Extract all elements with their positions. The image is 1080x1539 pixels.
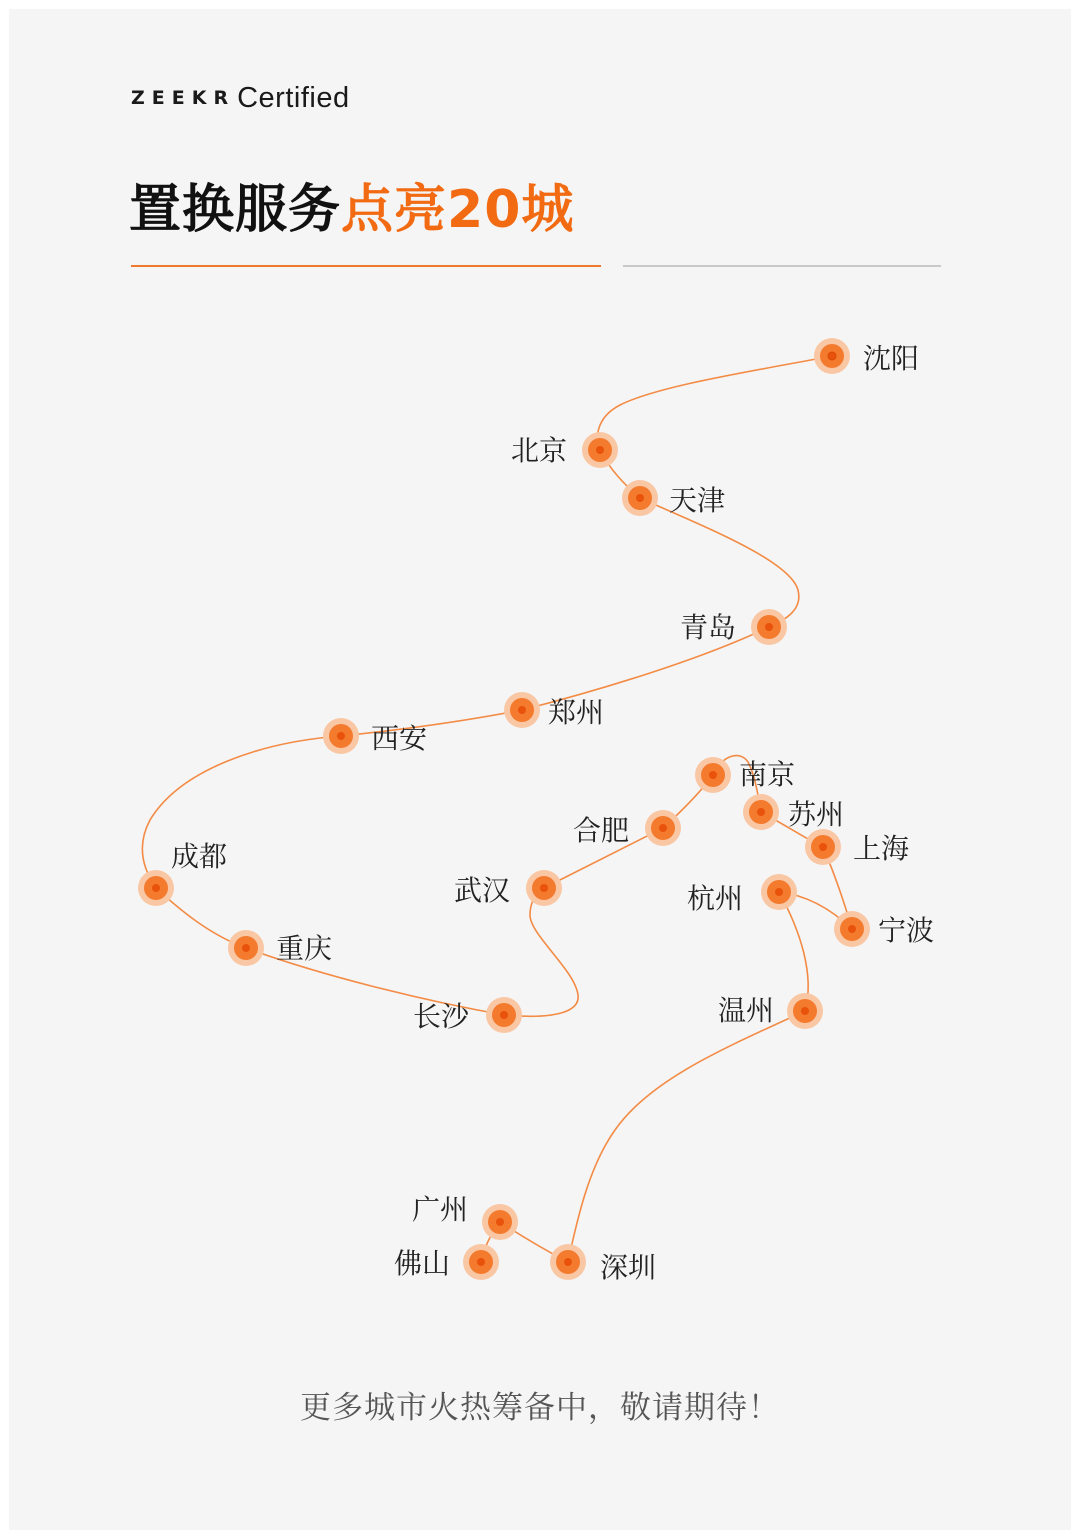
- city-label-shenyang: 沈阳: [863, 342, 920, 375]
- city-label-qingdao: 青岛: [680, 611, 737, 644]
- marker-core: [337, 732, 345, 740]
- city-label-chongqing: 重庆: [276, 932, 333, 965]
- city-label-xian: 西安: [371, 722, 428, 755]
- city-marker-zhengzhou: [504, 692, 540, 728]
- city-marker-foshan: [463, 1244, 499, 1280]
- city-label-foshan: 佛山: [394, 1247, 451, 1280]
- marker-core: [596, 446, 604, 454]
- marker-core: [242, 944, 250, 952]
- route-shenyang-beijing: [597, 356, 832, 450]
- city-marker-suzhou: [743, 794, 779, 830]
- footer-note: 更多城市火热筹备中，敬请期待！: [300, 1390, 780, 1426]
- city-label-shanghai: 上海: [853, 832, 910, 865]
- marker-core: [152, 884, 160, 892]
- marker-core: [659, 824, 667, 832]
- title-accent-part: 点亮20城: [341, 180, 575, 240]
- city-marker-xian: [323, 718, 359, 754]
- marker-core: [828, 352, 836, 360]
- route-zhengzhou-xian: [341, 710, 522, 736]
- marker-core: [848, 925, 856, 933]
- city-label-wuhan: 武汉: [454, 874, 511, 907]
- city-label-guangzhou: 广州: [412, 1193, 469, 1226]
- brand-mark: ZEEKR: [131, 87, 236, 109]
- city-marker-hefei: [645, 810, 681, 846]
- title-dark-part: 置换服务: [129, 180, 342, 240]
- marker-core: [775, 888, 783, 896]
- city-marker-changsha: [486, 997, 522, 1033]
- marker-core: [801, 1007, 809, 1015]
- city-marker-beijing: [582, 432, 618, 468]
- city-marker-shanghai: [805, 829, 841, 865]
- city-marker-qingdao: [751, 609, 787, 645]
- city-marker-guangzhou: [482, 1204, 518, 1240]
- city-marker-nanjing: [695, 757, 731, 793]
- route-wenzhou-shenzhen: [568, 1011, 805, 1262]
- marker-core: [757, 808, 765, 816]
- marker-core: [518, 706, 526, 714]
- brand-subtitle: Certified: [237, 81, 350, 114]
- city-label-zhengzhou: 郑州: [548, 696, 605, 729]
- city-marker-wenzhou: [787, 993, 823, 1029]
- city-markers: [138, 338, 870, 1280]
- city-marker-wuhan: [526, 870, 562, 906]
- city-marker-hangzhou: [761, 874, 797, 910]
- marker-core: [564, 1258, 572, 1266]
- city-marker-chongqing: [228, 930, 264, 966]
- city-marker-shenzhen: [550, 1244, 586, 1280]
- city-label-hefei: 合肥: [573, 814, 630, 847]
- marker-core: [819, 843, 827, 851]
- marker-core: [540, 884, 548, 892]
- city-marker-tianjin: [622, 480, 658, 516]
- city-marker-shenyang: [814, 338, 850, 374]
- city-label-hangzhou: 杭州: [687, 882, 744, 915]
- city-marker-chengdu: [138, 870, 174, 906]
- marker-core: [709, 771, 717, 779]
- marker-core: [765, 623, 773, 631]
- city-labels: [171, 342, 934, 1284]
- route-changsha-wuhan: [504, 888, 578, 1016]
- city-label-tianjin: 天津: [669, 484, 726, 517]
- marker-core: [500, 1011, 508, 1019]
- city-label-ningbo: 宁波: [878, 914, 935, 947]
- city-label-shenzhen: 深圳: [600, 1251, 657, 1284]
- city-label-chengdu: 成都: [171, 840, 228, 873]
- marker-core: [477, 1258, 485, 1266]
- city-label-beijing: 北京: [511, 434, 568, 467]
- city-marker-ningbo: [834, 911, 870, 947]
- city-label-changsha: 长沙: [413, 1000, 470, 1033]
- marker-core: [636, 494, 644, 502]
- city-label-wenzhou: 温州: [718, 994, 775, 1027]
- city-label-suzhou: 苏州: [788, 798, 845, 831]
- marker-core: [496, 1218, 504, 1226]
- city-label-nanjing: 南京: [739, 758, 796, 791]
- route-tianjin-qingdao: [640, 498, 799, 627]
